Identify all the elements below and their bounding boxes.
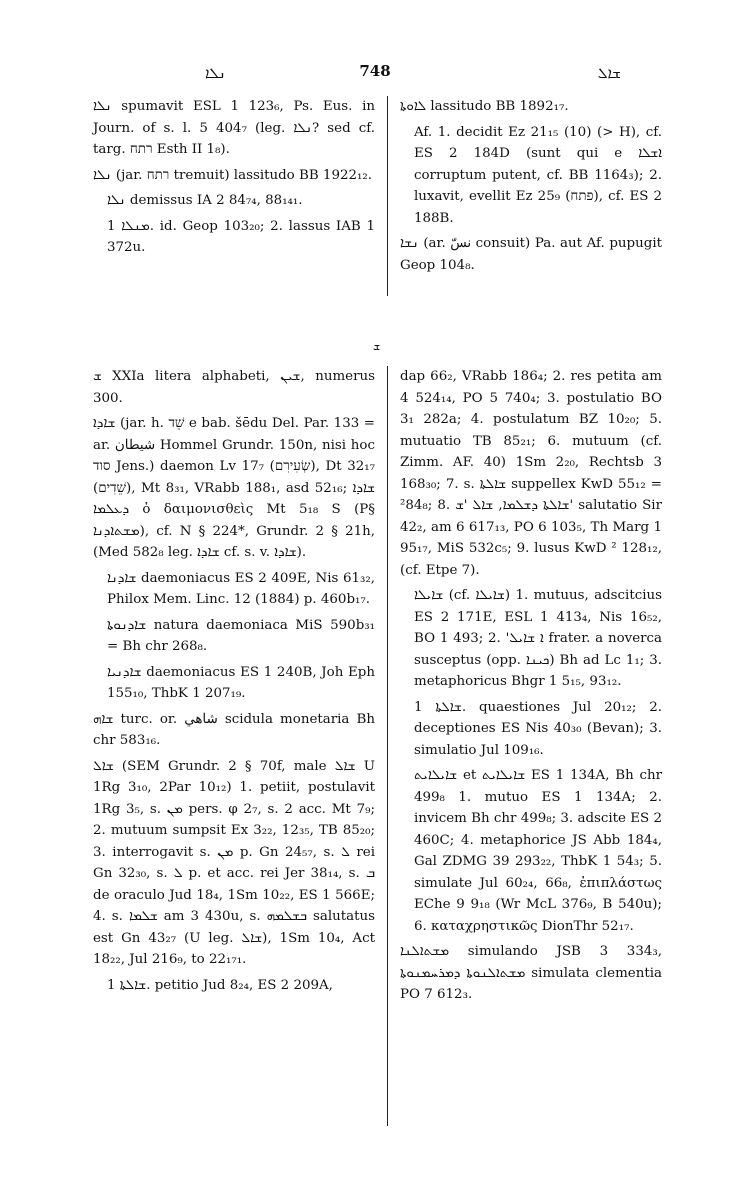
dictionary-entry: ܢܠܐ spumavit ESL 1 123₆, Ps. Eus. in Journ. of s. l. 5 404₇ (leg. ܢܠܐ? sed cf. targ. רתח Esth II 1₈).: [93, 99, 375, 157]
column-divider-upper: [387, 96, 388, 296]
dictionary-entry: ܫܐܠܬܐ 1. petitio Jud 8₂₄, ES 2 209A,: [107, 977, 333, 993]
page-number: 748: [359, 62, 391, 80]
dictionary-entry: ܢܫܐ (ar. نسّ consuit) Pa. aut Af. pupugit Geop 104₈.: [400, 236, 662, 273]
dictionary-entry: ܢܠܐ demissus IA 2 84₇₄, 88₁₄₁.: [107, 193, 303, 208]
dictionary-entry: ܫܐܝܠܐ (cf. ܫܐܝܠܐ) 1. mutuus, adscitcius ES 2 171E, ESL 1 413₄, Nis 16₅₂, BO 1 493; 2. 'ܐ ܫܐܝܠ frater. a noverca susceptus (opp. ܟܝܢܐ) Bh ad Lc 1₁; 3. metaphoricus Bhgr 1 5₁₅, 93₁₂.: [414, 588, 663, 689]
upper-left-column: [93, 96, 375, 263]
dictionary-entry: ܢܠܐ (jar. רתח tremuit) lassitudo BB 1922₁₂.: [93, 167, 372, 183]
dictionary-entry: ܫܐܗ turc. or. شاهي scidula monetaria Bh chr 583₁₆.: [93, 711, 375, 748]
lower-right-column: [400, 366, 662, 1010]
dictionary-entry: ܫܐܕܢܐ daemoniacus ES 2 409E, Nis 61₃₂, Philox Mem. Linc. 12 (1884) p. 460b₁₇.: [107, 570, 375, 607]
right-guide-word: ܫܐܠ: [597, 64, 621, 82]
column-divider-lower: [387, 366, 388, 1126]
dictionary-entry: Af. 1. decidit Ez 21₁₅ (10) (> H), cf. ES 2 184D (sunt qui e ܐܫܠܐ corruptum putent, cf. BB 1164₃); 2. luxavit, evellit Ez 25₉ (פתח), cf. ES 2 188B.: [414, 124, 663, 226]
running-header: [85, 62, 665, 84]
left-guide-word: ܢܠܐ: [205, 64, 226, 82]
dictionary-entry: ܡܫܬܐܠܢܐ simulando JSB 3 334₃, ܡܫܬܐܠܢܘܬܐ ܕܡܪܚܡܢܘܬܐ simulata clementia PO 7 612₃.: [400, 944, 662, 1002]
dictionary-entry: ܫܐܕܢܘܬܐ natura daemoniaca MiS 590b₃₁ = Bh chr 268₈.: [107, 617, 375, 654]
dictionary-entry: ܫܐܠܬܐ 1. quaestiones Jul 20₁₂; 2. deceptiones ES Nis 40₃₀ (Bevan); 3. simulatio Jul 109₁₆.: [414, 699, 662, 758]
dictionary-entry: ܫ XXIa litera alphabeti, ܫܝܢ, numerus 300.: [93, 369, 376, 406]
dictionary-entry: ܫܐܠ (SEM Grundr. 2 § 70f, male ܫܐܠ U 1Rg 3₁₀, 2Par 10₁₂) 1. petiit, postulavit 1Rg 3₅, s. ܡܢ pers. φ 2₇, s. 2 acc. Mt 7₉; 2. mutuum sumpsit Ex 3₂₂, 12₃₅, TB 85₂₀; 3. interrogavit s. ܡܢ p. Gn 24₅₇, s. ܠ rei Gn 32₃₀, s. ܠ p. et acc. rei Jer 38₁₄, s. ܒ de oraculo Jud 18₄, 1Sm 10₂₂, ES 1 566E; 4. s. ܫܠܡܐ am 3 430u, s. ܒܫܠܡܗ salutatus est Gn 43₂₇ (U leg. ܫܐܠ), 1Sm 10₄, Act 18₂₂, Jul 216₉, to 22₁₇₁.: [93, 758, 375, 967]
upper-right-column: [400, 96, 662, 280]
lower-left-column: [93, 366, 375, 1000]
dictionary-entry: ܫܐܕܐ (jar. h. שֵׁד e bab. šēdu Del. Par. 133 = ar. شيطان Hommel Grundr. 150n, nisi hoc סוד Jens.) daemon Lv 17₇ (שְׂעִירִם), Dt 32₁₇ (שֵׁדִים), Mt 8₃₁, VRabb 188₁, asd 52₁₆; ܫܐܕܐ ܕܥܠܡܐ ὁ δαιμονισθεὶς Mt 5₁₈ S (P§ ܡܫܬܐܕܢܐ), cf. N § 224*, Grundr. 2 § 21h, (Med 582₈ leg. ܫܐܕܐ cf. s. v. ܫܐܕܐ).: [93, 416, 375, 560]
dictionary-entry: ܫܐܕܢܝܐ daemoniacus ES 1 240B, Joh Eph 155₁₀, ThbK 1 207₁₉.: [107, 664, 375, 701]
dictionary-entry: ܫܐܝܠܐܝܬ et ܫܐܝܠܐܝܬ ES 1 134A, Bh chr 499₈ 1. mutuo ES 1 134A; 2. invicem Bh chr 499₈; 3. adscite ES 2 460C; 4. metaphorice JS Abb 184₄, Gal ZDMG 39 293₂₂, ThbK 1 54₃; 5. simulate Jul 60₂₄, 66₈, ἐπιπλάστως EChe 9 9₁₈ (Wr McL 376₉, B 540u); 6. καταχρηστικῶς DionThr 52₁₇.: [414, 768, 662, 934]
dictionary-entry: dap 66₂, VRabb 186₄; 2. res petita am 4 524₁₄, PO 5 740₄; 3. postulatio BO 3₁ 282a; 4. postulatum BZ 10₂₀; 5. mutuatio TB 85₂₁; 6. mutuum (cf. Zimm. AF. 40) 1Sm 2₂₀, Rechtsb 3 168₃₀; 7. s. ܫܐܠܬܐ suppellex KwD 55₁₂ = ²84₈; 8. ܫܐܠܬܐ ܕܫܠܡܐ, ܫܐܠ 'ܫ' salutatio Sir 42₂, am 6 617₁₃, PO 6 103₅, Th Marg 1 95₁₇, MiS 532c₅; 9. lusus KwD ² 128₁₂, (cf. Etpe 7).: [400, 369, 662, 578]
dictionary-entry: ܡܢܠܐ 1. id. Geop 103₂₀; 2. lassus IAB 1 372u.: [107, 218, 376, 255]
section-letter-mark: ܫ: [373, 340, 381, 353]
dictionary-entry: ܠܐܘܬܐ lassitudo BB 1892₁₇.: [400, 99, 569, 114]
